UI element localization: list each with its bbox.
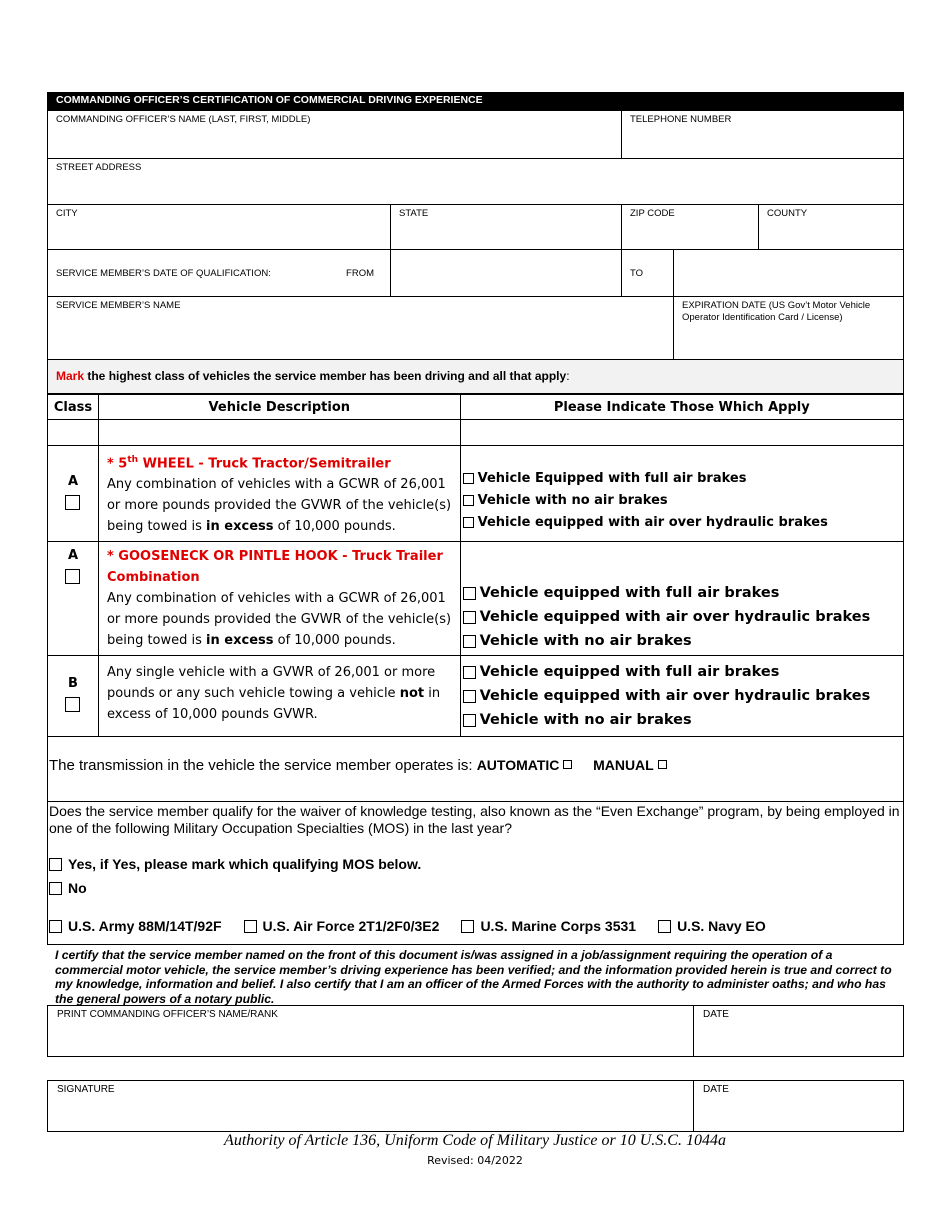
option-label: Vehicle equipped with air over hydraulic brakes — [477, 514, 828, 530]
mark-colon: : — [566, 369, 570, 383]
option-full-air-brakes[interactable] — [463, 581, 901, 605]
mos-label: U.S. Army 88M/14T/92F — [68, 918, 222, 935]
vehicle-description — [98, 656, 460, 737]
option-label: Vehicle with no air brakes — [477, 492, 668, 508]
checkbox-icon[interactable] — [463, 473, 474, 484]
checkbox-icon[interactable] — [463, 690, 476, 703]
street-field[interactable] — [48, 159, 903, 204]
print-name-label: PRINT COMMANDING OFFICER’S NAME/RANK — [57, 1009, 278, 1020]
desc-pre: Any combination of vehicles with a GCWR of 26,001 or more pounds provided the GVWR of the vehicle(s) being towed is — [106, 591, 452, 649]
class-letter: B — [68, 676, 78, 692]
waiver-question: Does the service member qualify for the waiver of knowledge testing, also known as the “Even Exchange” program, by being employed in one of the following Military Occupation Specialties (MOS) in the last year? — [49, 803, 900, 837]
waiver-no-option[interactable] — [49, 880, 87, 896]
date-field[interactable] — [693, 1006, 903, 1056]
expiration-field[interactable] — [673, 297, 903, 359]
option-no-air-brakes[interactable] — [463, 490, 901, 512]
table-row — [48, 542, 904, 656]
print-name-row — [47, 1005, 904, 1057]
desc-post: in excess of 10,000 pounds GVWR. — [106, 686, 441, 723]
checkbox-icon[interactable] — [658, 920, 671, 933]
option-label: Vehicle equipped with air over hydraulic brakes — [479, 609, 871, 626]
desc-pre: Any single vehicle with a GVWR of 26,001 or more pounds or any such vehicle towing a vehicle — [106, 665, 436, 702]
option-no-air-brakes[interactable] — [463, 708, 901, 732]
desc-post: of 10,000 pounds. — [273, 633, 396, 649]
to-label-cell — [621, 250, 673, 296]
mos-marine-corps[interactable] — [461, 918, 636, 934]
desc-pre: Any combination of vehicles with a GCWR of 26,001 or more pounds provided the GVWR of the vehicle(s) being towed is — [106, 477, 452, 535]
automatic-checkbox[interactable] — [563, 760, 572, 769]
col-apply-header: Please Indicate Those Which Apply — [460, 395, 903, 420]
qual-date-label: SERVICE MEMBER’S DATE OF QUALIFICATION: — [56, 267, 271, 279]
co-name-row — [47, 111, 904, 159]
waiver-section — [47, 802, 904, 945]
vehicle-description — [98, 542, 460, 656]
city-field[interactable] — [48, 205, 390, 249]
yes-label: Yes, if Yes, please mark which qualifying MOS below. — [68, 856, 422, 873]
telephone-field[interactable] — [621, 111, 903, 158]
checkbox-icon[interactable] — [49, 882, 62, 895]
vehicle-class-table — [47, 394, 904, 737]
checkbox-icon[interactable] — [49, 858, 62, 871]
signature-date-field[interactable] — [693, 1081, 903, 1131]
no-label: No — [68, 880, 87, 897]
mos-label: U.S. Navy EO — [677, 918, 766, 935]
mark-word: Mark — [56, 369, 85, 383]
title-sup: th — [127, 455, 139, 465]
expiration-label: EXPIRATION DATE (US Gov’t Motor Vehicle Operator Identification Card / License) — [682, 300, 871, 323]
checkbox-icon[interactable] — [49, 920, 62, 933]
vehicle-desc-text — [107, 474, 452, 537]
zip-field[interactable] — [621, 205, 758, 249]
revision-label: Revised: 04/2022 — [427, 1154, 523, 1167]
table-row — [48, 446, 904, 542]
class-checkbox[interactable] — [65, 569, 80, 584]
option-label: Vehicle with no air brakes — [479, 633, 692, 650]
vehicle-desc-text — [107, 588, 452, 651]
checkbox-icon[interactable] — [244, 920, 257, 933]
table-header-row — [48, 395, 904, 420]
certification-statement: I certify that the service member named on the front of this document is/was assigned in a job/assignment requiring the operation of a commercial motor vehicle, the service member’s driving experience has been verified; and the information provided herein is true and correct to my knowledge, information and belief. I also certify that I am an officer of the Armed Forces with the authority to administer oaths; and who has the general powers of a notary public. — [55, 948, 892, 1006]
option-full-air-brakes[interactable] — [463, 468, 901, 490]
to-label: TO — [630, 267, 644, 279]
option-air-over-hydraulic[interactable] — [463, 605, 901, 629]
city-row — [47, 205, 904, 250]
mos-air-force[interactable] — [244, 918, 440, 934]
option-label: Vehicle Equipped with full air brakes — [477, 470, 747, 486]
transmission-row — [47, 737, 904, 802]
vehicle-title: * GOOSENECK OR PINTLE HOOK - Truck Trailer Combination — [106, 549, 443, 586]
mos-label: U.S. Air Force 2T1/2F0/3E2 — [262, 918, 440, 935]
option-label: Vehicle equipped with air over hydraulic brakes — [479, 688, 871, 705]
co-name-label: COMMANDING OFFICER’S NAME (LAST, FIRST, MIDDLE) — [56, 114, 311, 125]
mos-navy[interactable] — [658, 918, 766, 934]
class-letter: A — [67, 548, 79, 564]
col-class-header: Class — [48, 395, 99, 420]
desc-bold: not — [399, 686, 425, 702]
checkbox-icon[interactable] — [463, 587, 476, 600]
section-header: COMMANDING OFFICER’S CERTIFICATION OF COMMERCIAL DRIVING EXPERIENCE — [47, 92, 904, 111]
option-no-air-brakes[interactable] — [463, 629, 901, 653]
co-name-field[interactable] — [48, 111, 621, 158]
vehicle-title — [107, 450, 452, 474]
sm-name-field[interactable] — [48, 297, 673, 359]
desc-bold: in excess — [206, 519, 274, 535]
title-prefix: * 5 — [106, 456, 128, 472]
qualification-row — [47, 250, 904, 297]
title-rest: WHEEL - Truck Tractor/Semitrailer — [138, 456, 391, 472]
telephone-label: TELEPHONE NUMBER — [630, 114, 732, 125]
checkbox-icon[interactable] — [461, 920, 474, 933]
county-field[interactable] — [758, 205, 903, 249]
from-date-field[interactable] — [390, 250, 621, 296]
checkbox-icon[interactable] — [463, 517, 474, 528]
checkbox-icon[interactable] — [463, 495, 474, 506]
mos-options — [49, 918, 788, 934]
street-row — [47, 159, 904, 205]
checkbox-icon[interactable] — [463, 611, 476, 624]
apply-options — [460, 656, 903, 737]
sm-name-label: SERVICE MEMBER’S NAME — [56, 300, 181, 311]
automatic-label: AUTOMATIC — [476, 757, 560, 774]
desc-post: of 10,000 pounds. — [273, 519, 396, 535]
checkbox-icon[interactable] — [463, 666, 476, 679]
date-label: DATE — [703, 1084, 729, 1095]
signature-row — [47, 1080, 904, 1132]
date-label: DATE — [703, 1009, 729, 1020]
class-cell — [48, 542, 99, 656]
option-full-air-brakes[interactable] — [463, 660, 901, 684]
vehicle-description — [98, 446, 460, 542]
option-label: Vehicle equipped with full air brakes — [479, 585, 780, 602]
checkbox-icon[interactable] — [463, 714, 476, 727]
to-date-field[interactable] — [673, 250, 903, 296]
mark-instruction — [47, 360, 904, 394]
table-row — [48, 656, 904, 737]
manual-checkbox[interactable] — [658, 760, 667, 769]
street-label: STREET ADDRESS — [56, 162, 142, 173]
qual-date-label-cell — [48, 250, 390, 296]
signature-field[interactable] — [48, 1081, 693, 1131]
certification-form — [47, 92, 904, 945]
table-spacer-row — [48, 420, 904, 446]
option-label: Vehicle with no air brakes — [479, 712, 692, 729]
vehicle-desc-text — [107, 662, 452, 725]
city-label: CITY — [56, 208, 78, 219]
col-desc-header: Vehicle Description — [98, 395, 460, 420]
option-air-over-hydraulic[interactable] — [463, 684, 901, 708]
county-label: COUNTY — [767, 208, 808, 219]
authority-footer: Authority of Article 136, Uniform Code of Military Justice or 10 U.S.C. 1044a — [224, 1132, 726, 1149]
class-cell — [48, 656, 99, 737]
zip-label: ZIP CODE — [630, 208, 675, 219]
option-label: Vehicle equipped with full air brakes — [479, 664, 780, 681]
desc-bold: in excess — [206, 633, 274, 649]
signature-label: SIGNATURE — [57, 1084, 115, 1095]
class-cell — [48, 446, 99, 542]
state-field[interactable] — [390, 205, 621, 249]
manual-label: MANUAL — [593, 757, 654, 774]
class-checkbox[interactable] — [65, 495, 80, 510]
waiver-yes-option[interactable] — [49, 856, 421, 872]
transmission-text: The transmission in the vehicle the service member operates is: — [49, 757, 473, 775]
mos-label: U.S. Marine Corps 3531 — [480, 918, 637, 935]
checkbox-icon[interactable] — [463, 635, 476, 648]
service-member-row — [47, 297, 904, 360]
mark-text: the highest class of vehicles the service member has been driving and all that apply — [87, 369, 567, 383]
mos-army[interactable] — [49, 918, 222, 934]
print-name-field[interactable] — [48, 1006, 693, 1056]
from-label: FROM — [346, 267, 374, 279]
option-air-over-hydraulic[interactable] — [463, 512, 901, 534]
class-letter: A — [67, 473, 79, 489]
class-checkbox[interactable] — [65, 697, 80, 712]
apply-options — [460, 446, 903, 542]
state-label: STATE — [399, 208, 429, 219]
apply-options — [460, 542, 903, 656]
